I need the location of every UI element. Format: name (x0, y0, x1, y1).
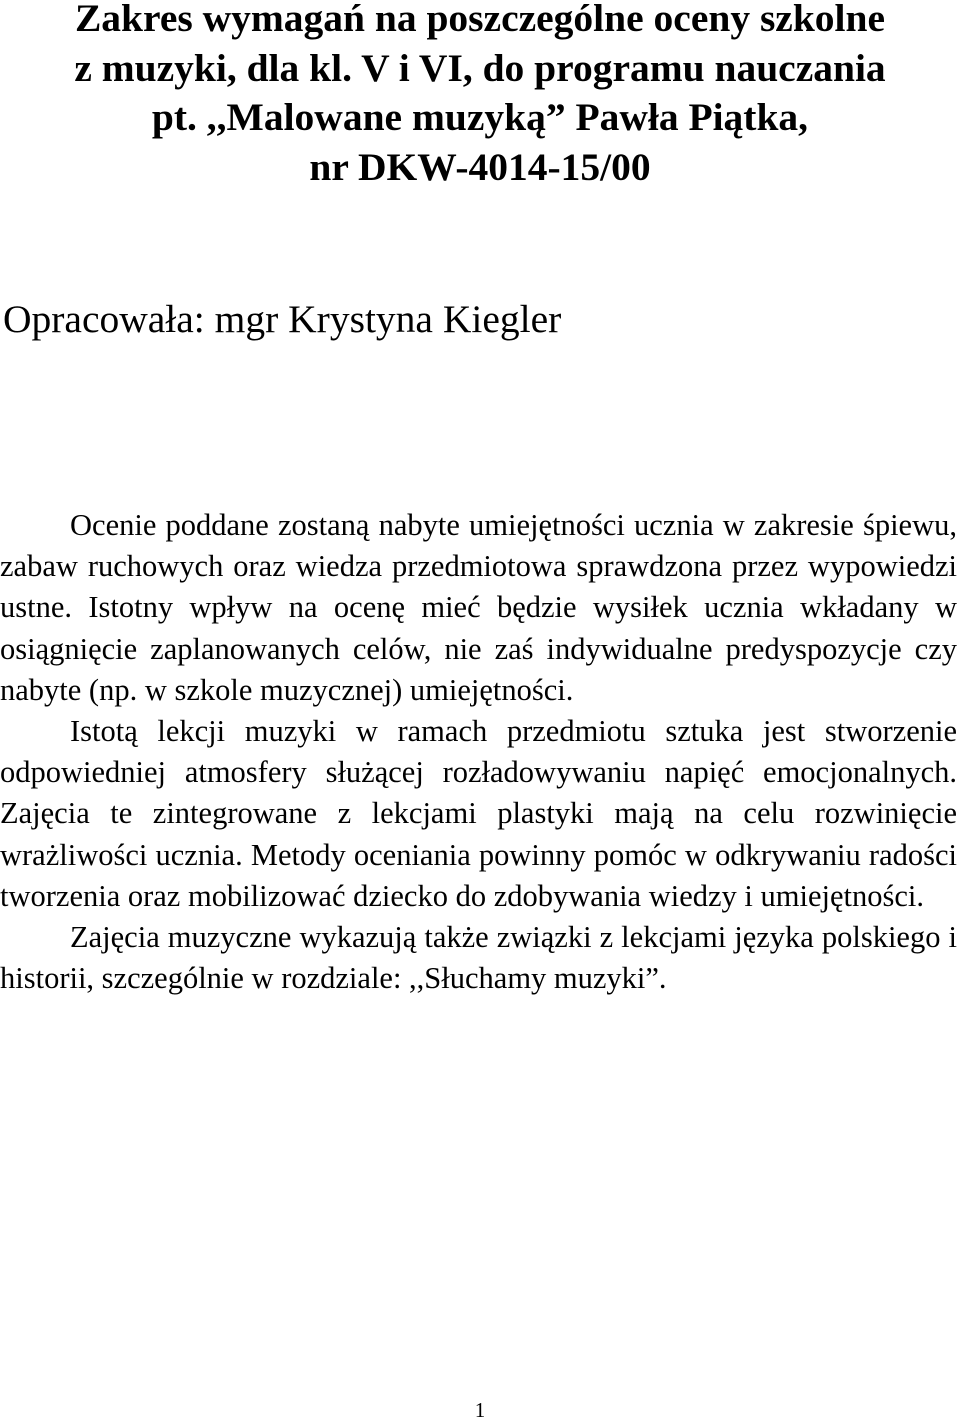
paragraph-assessment: Ocenie poddane zostaną nabyte umiejętności ucznia w zakresie śpiewu, zabaw ruchowych oraz wiedza przedmiotowa sprawdzona przez wypowiedzi ustne. Istotny wpływ na ocenę mieć będzie wysiłek ucznia wkładany w osiągnięcie zaplanowanych celów, nie zaś indywidualne predyspozycje czy nabyte (np. w szkole muzycznej) umiejętności. (0, 508, 957, 707)
document-title (0, 0, 960, 192)
author-line: Opracowała: mgr Krystyna Kiegler (3, 297, 562, 341)
title-line-1: Zakres wymagań na poszczególne oceny szkolne (74, 0, 886, 40)
page-number: 1 (474, 1398, 486, 1422)
title-line-3: pt. ,,Malowane muzyką” Pawła Piątka, (151, 95, 809, 139)
paragraph-lesson-essence: Istotą lekcji muzyki w ramach przedmiotu sztuka jest stworzenie odpowiedniej atmosfery służącej rozładowywaniu napięć emocjonalnych. Zajęcia te zintegrowane z lekcjami plastyki mają na celu rozwinięcie wrażliwości ucznia. Metody oceniania powinny pomóc w odkrywaniu radości tworzenia oraz mobilizować dziecko do zdobywania wiedzy i umiejętności. (0, 714, 957, 913)
title-line-4: nr DKW-4014-15/00 (309, 144, 651, 189)
paragraph-connections: Zajęcia muzyczne wykazują także związki z lekcjami języka polskiego i historii, szczególnie w rozdziale: ,,Słuchamy muzyki”. (0, 920, 957, 996)
title-line-2: z muzyki, dla kl. V i VI, do programu nauczania (74, 45, 886, 90)
body-text (0, 505, 957, 999)
